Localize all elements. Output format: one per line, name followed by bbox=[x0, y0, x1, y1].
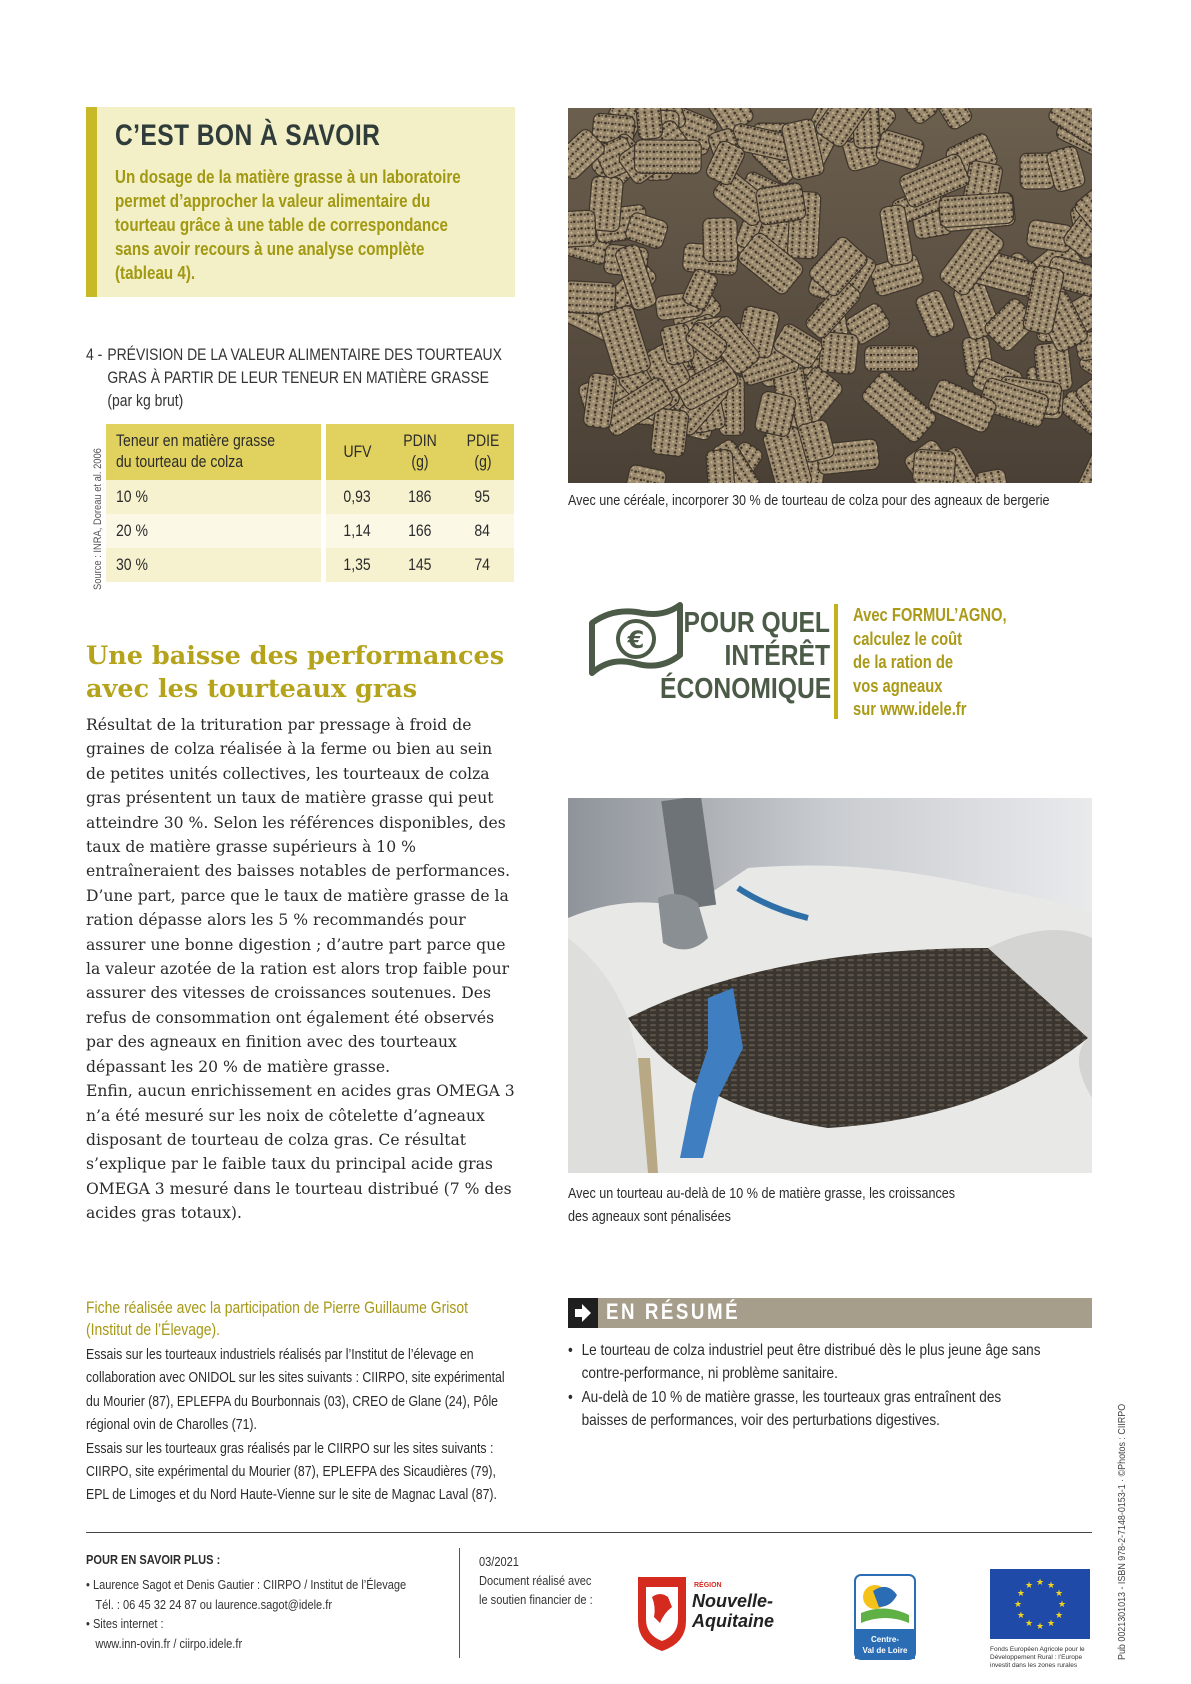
table-title-line1: PRÉVISION DE LA VALEUR ALIMENTAIRE DES TOURTEAUX bbox=[107, 345, 502, 364]
eu-feader-logo: ★ ★ ★ ★ ★ ★ ★ ★ ★ ★ ★ ★ Fonds Européen Agricole pour le Développement Rural : l’Europe investit dans les zones rurales bbox=[990, 1569, 1090, 1661]
economic-text: Avec FORMUL’AGNO, calculez le coût de la ration de vos agneaux sur www.idele.fr bbox=[853, 604, 1066, 722]
svg-text:★: ★ bbox=[1035, 1622, 1045, 1632]
publication-reference: Pub 0021301013 - ISBN 978-2-7148-0153-1 · ©Photos : CIIRPO bbox=[1116, 1403, 1128, 1660]
svg-text:★: ★ bbox=[1055, 1589, 1064, 1599]
photo1-caption: Avec une céréale, incorporer 30 % de tourteau de colza pour des agneaux de bergerie bbox=[568, 493, 1050, 509]
arrow-right-icon bbox=[568, 1298, 598, 1328]
economic-divider bbox=[834, 604, 838, 719]
table-header-ufv: UFV bbox=[326, 424, 389, 480]
credits-text: Essais sur les tourteaux industriels réalisés par l’Institut de l’élevage en collaboration avec ONIDOL sur les sites suivants : CIIRPO, site expérimental du Mourier (87), EPLEFPA du Bourbonnais (03), CREO de Glane (24), Pôle régional ovin de Charolles (71). Essais sur les tourteaux gras réalisés par le CIIRPO sur les sites suivants : CIIRPO, site expérimental du Mourier (87), EPLEFPA des Sicaudières (79), EPL de Limoges et du Nord Haute-Vienne sur le site de Magnac Laval (87). bbox=[86, 1346, 505, 1504]
body-paragraph: Résultat de la trituration par pressage à froid de graines de colza réalisée à la ferme ou bien au sein de petites unités collectives, les tourteaux de colza gras présentent un taux de matière grasse qui peut atteindre 30 %. Selon les références disponibles, des taux de matière grasse supérieurs à 10 % entraîneraient des baisses notables de performances. D’une part, parce que le taux de matière grasse de la ration dépasse alors les 5 % recommandés pour assurer une bonne digestion ; d’autre part parce que la valeur azotée de la ration est alors trop faible pour assurer des vitesses de croissances soutenues. Des refus de consommation ont également été observés par des agneaux en finition avec des tourteaux dépassant les 20 % de matière grasse. bbox=[86, 716, 511, 1076]
table-source: Source : INRA, Doreau et al. 2006 bbox=[92, 448, 104, 590]
nouvelle-aquitaine-logo bbox=[634, 1573, 794, 1653]
svg-text:★: ★ bbox=[1013, 1600, 1023, 1610]
resume-title: EN RÉSUMÉ bbox=[606, 1299, 741, 1324]
centre-val-de-loire-logo bbox=[853, 1573, 917, 1661]
pellets-photo bbox=[568, 108, 1092, 483]
svg-text:Aquitaine: Aquitaine bbox=[692, 1611, 775, 1631]
svg-text:Val de Loire: Val de Loire bbox=[862, 1646, 908, 1655]
economic-title: POUR QUEL INTÉRÊT ÉCONOMIQUE bbox=[660, 607, 832, 705]
table-row: 30 % 1,35 145 74 bbox=[106, 548, 514, 582]
svg-text:★: ★ bbox=[1055, 1611, 1064, 1621]
svg-text:Nouvelle-: Nouvelle- bbox=[692, 1591, 774, 1611]
know-box bbox=[86, 107, 515, 297]
svg-text:★: ★ bbox=[1016, 1611, 1025, 1621]
table-row: 20 % 1,14 166 84 bbox=[106, 514, 514, 548]
svg-text:★: ★ bbox=[1016, 1589, 1025, 1599]
svg-text:RÉGION: RÉGION bbox=[694, 1582, 722, 1589]
table-header-pdin: PDIN (g) bbox=[388, 424, 451, 480]
svg-text:★: ★ bbox=[1035, 1578, 1045, 1588]
table-title-line3: (par kg brut) bbox=[107, 391, 184, 410]
table-row: 10 % 0,93 186 95 bbox=[106, 480, 514, 514]
idele-link[interactable]: sur www.idele.fr bbox=[853, 699, 967, 719]
table-caption bbox=[86, 343, 512, 412]
feed-value-table bbox=[106, 424, 514, 582]
section-body bbox=[86, 713, 516, 1226]
table-header-pdie: PDIE (g) bbox=[451, 424, 514, 480]
svg-text:Centre-: Centre- bbox=[870, 1635, 900, 1644]
know-box-text: Un dosage de la matière grasse à un laboratoire permet d’approcher la valeur alimentaire du tourteau grâce à une table de correspondance sans avoir recours à une analyse complète (tableau 4). bbox=[115, 166, 461, 283]
footer-divider bbox=[459, 1548, 460, 1658]
svg-text:★: ★ bbox=[1046, 1619, 1056, 1630]
footer-date-support: 03/2021 Document réalisé avec le soutien financier de : bbox=[479, 1554, 593, 1607]
table-title-line2: GRAS À PARTIR DE LEUR TENEUR EN MATIÈRE GRASSE bbox=[107, 368, 489, 387]
credits-heading: Fiche réalisée avec la participation de Pierre Guillaume Grisot (Institut de l’Élevage). bbox=[86, 1298, 468, 1339]
svg-text:★: ★ bbox=[1024, 1580, 1034, 1591]
section-heading: Une baisse des performances avec les tourteaux gras bbox=[86, 641, 505, 704]
websites-link[interactable]: www.inn-ovin.fr / ciirpo.idele.fr bbox=[95, 1635, 243, 1651]
big-bag-photo bbox=[568, 798, 1092, 1173]
table-number: 4 - bbox=[86, 345, 103, 364]
footer-heading: POUR EN SAVOIR PLUS : bbox=[86, 1552, 221, 1567]
list-item: • Le tourteau de colza industriel peut être distribué dès le plus jeune âge sans contre-performance, ni problème sanitaire. bbox=[568, 1339, 1044, 1385]
footer-rule bbox=[86, 1532, 1092, 1533]
body-paragraph: Enfin, aucun enrichissement en acides gras OMEGA 3 n’a été mesuré sur les noix de côtelette d’agneaux disposant de tourteau de colza gras. Ce résultat s’explique par le faible taux du principal acide gras OMEGA 3 mesuré dans le tourteau distribué (7 % des acides gras totaux). bbox=[86, 1082, 515, 1223]
photo2-caption: Avec un tourteau au-delà de 10 % de matière grasse, les croissances des agneaux sont pénalisées bbox=[568, 1186, 956, 1225]
table-header-fat: Teneur en matière grasse du tourteau de colza bbox=[106, 424, 321, 480]
svg-text:★: ★ bbox=[1024, 1619, 1034, 1630]
svg-text:★: ★ bbox=[1046, 1580, 1056, 1591]
know-box-title: C’EST BON À SAVOIR bbox=[115, 119, 381, 152]
resume-list bbox=[568, 1339, 1044, 1433]
svg-text:★: ★ bbox=[1057, 1600, 1067, 1610]
contact-phone-email[interactable]: Tél. : 06 45 32 24 87 ou laurence.sagot@idele.fr bbox=[95, 1596, 333, 1612]
list-item: • Au-delà de 10 % de matière grasse, les tourteaux gras entraînent des baisses de performances, voir des perturbations digestives. bbox=[568, 1386, 1044, 1432]
euro-symbol: € bbox=[627, 626, 645, 654]
footer-contacts: • Laurence Sagot et Denis Gautier : CIIRPO / Institut de l’Élevage Tél. : 06 45 32 24 87 ou laurence.sagot@idele.fr • Sites internet : www.inn-ovin.fr / ciirpo.idele.fr bbox=[86, 1575, 426, 1653]
